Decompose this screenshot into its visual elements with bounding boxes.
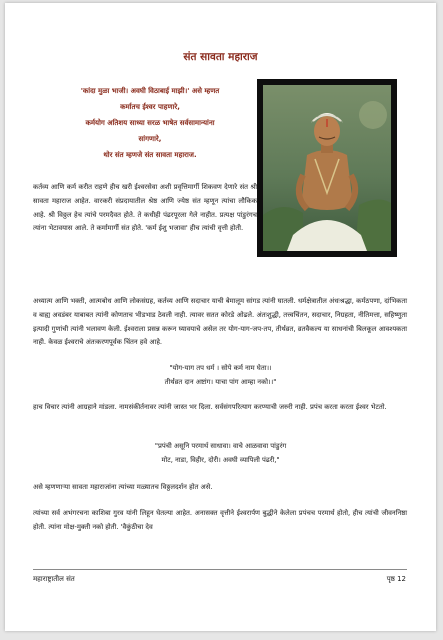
paragraph-body: त्यांच्या सर्व अभंगरचना काशिबा गुरव यांनी लिहून घेतल्या आहेत. अनासक्त वृत्तीने ईश्वरार्पण बुद्धीने केलेला प्रपंचच परमार्थ होतो, हीच त्यांची जीवननिष्ठा होती. त्यांना मोक्ष-मुक्ती नको होती. 'वैकुंठीचा देव — [33, 509, 407, 531]
verse-line: "प्रपंची असूनि परमार्थ साधावा। वाचे आळवावा पांडुरंग — [154, 442, 287, 450]
quote-line: थोर संत म्हणजे संत सावता महाराज. — [103, 151, 197, 159]
document-page — [5, 3, 436, 631]
verse-line: मोट, नाडा, विहीर, दोरी। अवघी व्यापिली पंढरी," — [161, 456, 280, 464]
paragraph-body: अध्यात्म आणि भक्ती, आत्मबोध आणि लोकसंग्रह, कर्तव्य आणि सदाचार याची बेमालूम सांगड त्यांनी घातली. धर्मक्षेत्रातील अंधःश्रद्धा, कर्मठपणा, दांभिकता व बाह्य अवडंबर याबाबत त्यांनी कोणताच भीडभाड ठेवली नाही. त्यावर सतत कोरडे ओढले. अंतःशुद्धी, तत्त्वचिंतन, सदाचार, निग्रहता, नीतिमत्ता, सहिष्णुता इत्यादी गुणांची त्यांनी भलावण केली. ईश्वराला प्रसन्न करून घ्यावयाचे असेल तर योग-याग-जप-तप, तीर्थव्रत, व्रतवैकल्य या साधनांची बिलकूल आवश्यकता नाही. केवळ ईश्वराचे अंतःकरणपूर्वक चिंतन हवे आहे. — [33, 297, 407, 347]
verse-line: "योग-याग तप धर्म । सोपे कर्म नाम घेता।। — [169, 364, 272, 372]
quote-line: कर्मयोग अतिशय साध्या सरळ भाषेत सर्वसामान्यांना — [85, 119, 215, 127]
paragraph-body: असे म्हणणाऱ्या सावता महाराजांना त्यांच्या मळ्यातच विठ्ठलदर्शन होत असे. — [33, 483, 213, 491]
saint-portrait — [257, 79, 397, 257]
verse-block — [5, 439, 436, 467]
paragraph-intro: कर्तव्य आणि कर्म करीत राहणे हीच खरी ईश्वरसेवा अशी प्रवृत्तिमार्गी शिकवण देणारे संत श्री सावता महाराज आहेत. वारकरी संप्रदायातील श्रेष्ठ आणि ज्येष्ठ संत म्हणून त्यांचा लौकिक आहे. श्री विठ्ठल हेच त्यांचे परमदैवत होते. ते कधीही पंढरपूरला गेले नाहीत. प्रत्यक्ष पांडुरंगच त्यांना भेटावयास आले. ते कर्मामार्गी संत होते. 'कर्म ईशु भजावा' हीच त्यांची वृत्ती होती. — [33, 183, 257, 233]
paragraph-body: हाच विचार त्यांनी आग्रहाने मांडला. नामसंकीर्तनावर त्यांनी जास्त भर दिला. सर्वसंगपरित्याग करण्याची जरुरी नाही. प्रपंच करता करता ईश्वर भेटतो. — [33, 403, 387, 411]
verse-block — [5, 361, 436, 389]
quote-line: 'कांदा मुळा भाजी। अवघी विठाबाई माझी।' असे म्हणत — [80, 87, 220, 95]
quote-line: सांगणारे, — [138, 135, 162, 143]
page-number: पृष्ठ 12 — [386, 575, 406, 583]
footer-divider — [33, 569, 407, 570]
verse-line: तीर्थव्रत दान अष्टांग। याचा पांग आम्हा नको।।" — [164, 378, 277, 386]
portrait-image — [263, 85, 391, 251]
intro-quote — [45, 83, 255, 163]
page-title: संत सावता महाराज — [183, 51, 258, 63]
quote-line: कर्मातच ईश्वर पाहणारे, — [120, 103, 180, 111]
footer-book-title: महाराष्ट्रातील संत — [33, 575, 75, 583]
